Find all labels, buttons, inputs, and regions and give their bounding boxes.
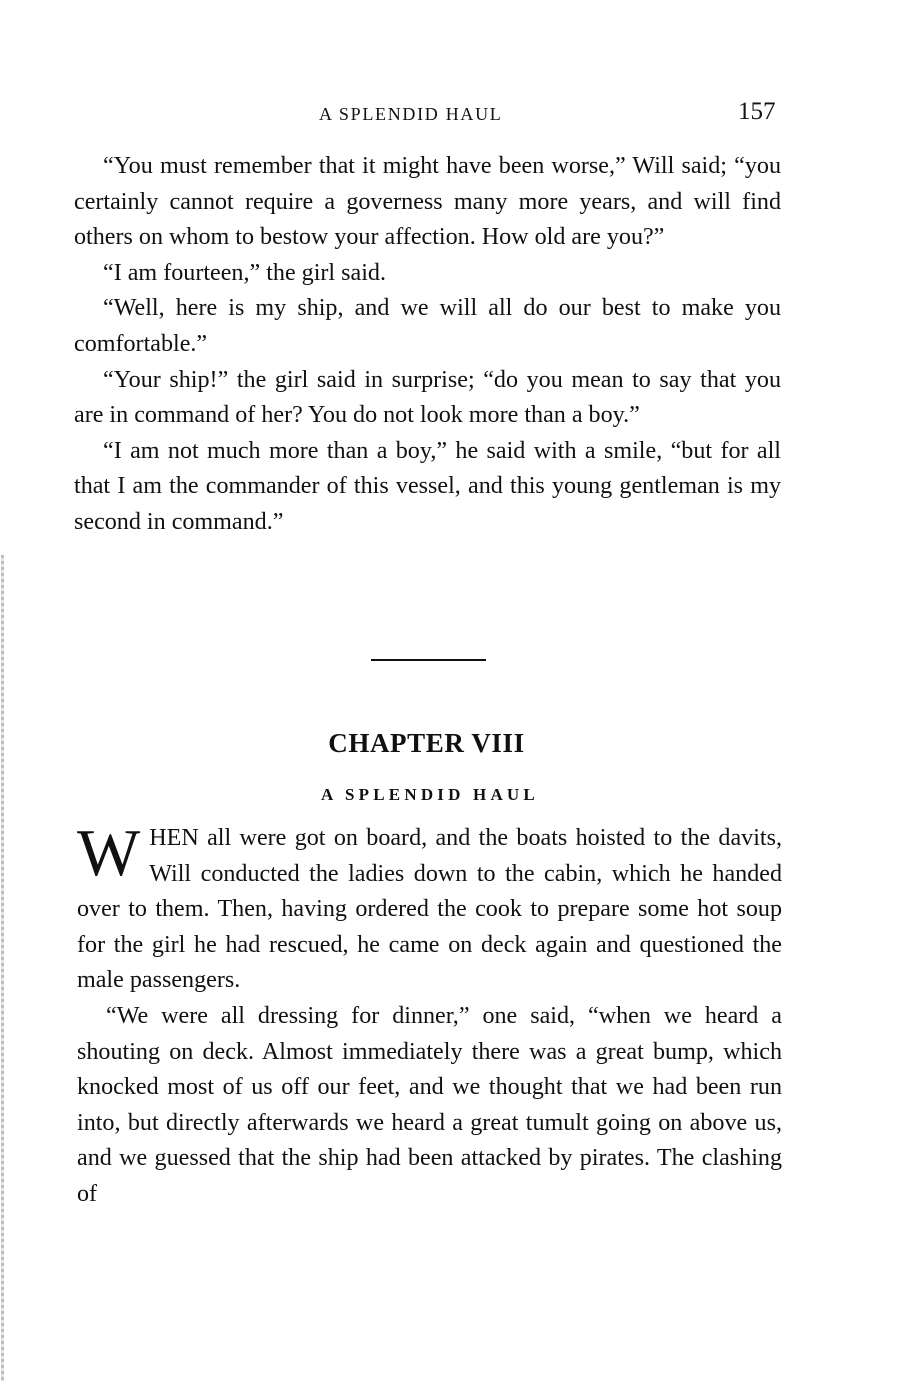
page-number: 157 — [738, 98, 776, 125]
chapter-title: A SPLENDID HAUL — [321, 785, 539, 805]
paragraph: “I am fourteen,” the girl said. — [103, 259, 386, 286]
paragraph: “Well, here is my ship, and we will all do our best to make you comfortable.” — [74, 295, 781, 357]
chapter-text — [77, 816, 782, 1213]
drop-cap: W — [77, 816, 141, 890]
scan-edge-shadow — [1, 555, 4, 1381]
previous-chapter-text — [74, 149, 781, 541]
paragraph: “I am not much more than a boy,” he said with a smile, “but for all that I am the commander of this vessel, and this young gentleman is my second in command.” — [74, 437, 781, 535]
paragraph: “Your ship!” the girl said in surprise; “do you mean to say that you are in command of her? You do not look more than a boy.” — [74, 366, 781, 429]
running-head — [0, 98, 923, 132]
chapter-opening-paragraph — [77, 816, 782, 999]
paragraph: “You must remember that it might have been worse,” Will said; “you certainly cannot require a governess many more years, and will find others on whom to bestow your affection. How old are you?” — [74, 153, 781, 251]
running-head-title: A SPLENDID HAUL — [319, 104, 503, 124]
chapter-divider — [371, 659, 486, 661]
paragraph: “We were all dressing for dinner,” one said, “when we heard a shouting on deck. Almost immediately there was a great bump, which knocked most of us off our feet, and we thought that we had been run into, but directly afterwards we heard a great tumult going on above us, and we guessed that the ship had been attacked by pirates. The clashing of — [77, 1002, 782, 1207]
chapter-number: CHAPTER VIII — [328, 728, 525, 759]
chapter-opening-text: HEN all were got on board, and the boats hoisted to the davits, Will conducted the ladies down to the cabin, which he handed over to them. Then, having ordered the cook to prepare some hot soup for the girl he had rescued, he came on deck again and questioned the male passengers. — [77, 825, 782, 994]
